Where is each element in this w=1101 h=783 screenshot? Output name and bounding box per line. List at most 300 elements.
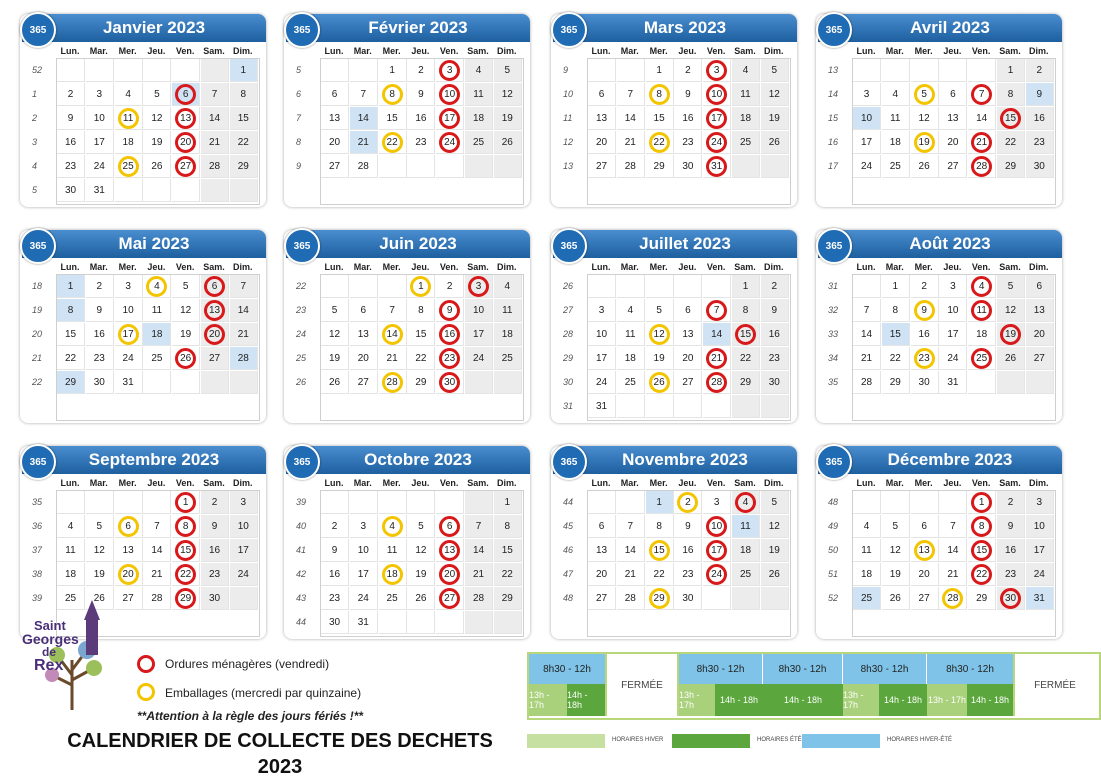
day-number: 18: [382, 564, 403, 585]
day-cell: 18: [882, 131, 910, 154]
week-number: 5: [32, 185, 38, 195]
day-cell: 12: [321, 323, 349, 346]
day-cell: 12: [494, 83, 522, 106]
day-cell: 7: [853, 299, 881, 322]
month-title: Janvier 2023: [102, 18, 206, 37]
day-cell: 9: [997, 515, 1025, 538]
day-header: Ven.: [971, 478, 991, 488]
day-cell: 5: [494, 59, 522, 82]
day-cell: 13: [939, 107, 967, 130]
day-cell: [968, 155, 996, 178]
week-number: 3: [32, 137, 38, 147]
day-header: Mer.: [382, 46, 401, 56]
day-number: 20: [204, 324, 225, 345]
page-year: 2023: [257, 756, 303, 778]
day-header: Sam.: [203, 262, 225, 272]
day-number: 27: [439, 588, 460, 609]
day-cell: [350, 275, 378, 298]
day-cell: 10: [350, 539, 378, 562]
day-cell: 16: [201, 539, 229, 562]
day-header: Lun.: [856, 478, 876, 488]
month-1: [284, 14, 530, 207]
day-number: 3: [706, 60, 727, 81]
day-header: Ven.: [175, 478, 195, 488]
day-number: 23: [914, 348, 935, 369]
day-cell: [617, 275, 645, 298]
sched-morning-3: 8h30 - 12h: [763, 654, 843, 684]
day-cell: [853, 59, 881, 82]
day-cell: [703, 275, 731, 298]
day-cell: 16: [86, 323, 114, 346]
day-cell: [379, 131, 407, 154]
month-header: [553, 446, 797, 474]
day-cell: 1: [57, 275, 85, 298]
day-cell: [172, 371, 200, 394]
day-cell: 29: [882, 371, 910, 394]
day-cell: [201, 179, 229, 202]
day-cell: 1: [732, 275, 760, 298]
day-header: Lun.: [591, 262, 611, 272]
day-cell: [674, 275, 702, 298]
day-number: 15: [649, 540, 670, 561]
day-cell: [379, 323, 407, 346]
day-cell: 31: [115, 371, 143, 394]
month-title: Juin 2023: [379, 234, 457, 253]
day-number: 20: [439, 564, 460, 585]
week-number: 26: [563, 281, 574, 291]
day-cell: 15: [57, 323, 85, 346]
day-cell: [968, 131, 996, 154]
day-number: 25: [971, 348, 992, 369]
day-header: Mer.: [118, 478, 137, 488]
day-cell: [115, 563, 143, 586]
day-cell: 15: [882, 323, 910, 346]
day-cell: 26: [407, 587, 435, 610]
day-number: 8: [175, 516, 196, 537]
day-header: Jeu.: [147, 46, 166, 56]
day-number: 3: [439, 60, 460, 81]
day-header: Mer.: [649, 46, 668, 56]
day-number: 4: [971, 276, 992, 297]
day-cell: 2: [86, 275, 114, 298]
day-cell: 28: [350, 155, 378, 178]
day-cell: 3: [939, 275, 967, 298]
sched-aft-summer-4: 14h - 18h: [879, 684, 927, 716]
day-cell: 3: [230, 491, 258, 514]
day-cell: [494, 371, 522, 394]
day-cell: 17: [86, 131, 114, 154]
day-cell: 19: [761, 539, 789, 562]
day-header: Dim.: [1029, 262, 1049, 272]
day-header: Mar.: [353, 46, 372, 56]
day-cell: 25: [732, 131, 760, 154]
day-number: 13: [175, 108, 196, 129]
day-cell: 5: [143, 83, 171, 106]
day-cell: [997, 323, 1025, 346]
week-number: 23: [296, 305, 307, 315]
day-cell: 21: [617, 563, 645, 586]
month-title: Septembre 2023: [88, 450, 220, 469]
day-cell: 12: [143, 107, 171, 130]
week-number: 24: [296, 329, 307, 339]
day-cell: [115, 491, 143, 514]
day-header: Lun.: [856, 262, 876, 272]
day-number: 31: [706, 156, 727, 177]
day-number: 21: [971, 132, 992, 153]
day-cell: 19: [172, 323, 200, 346]
day-number: 6: [439, 516, 460, 537]
month-title: Octobre 2023: [364, 450, 472, 469]
day-cell: 29: [57, 371, 85, 394]
day-header: Lun.: [60, 46, 80, 56]
key-winter-label: HORAIRES HIVER: [612, 737, 664, 743]
week-number: 34: [828, 353, 839, 363]
day-cell: 1: [646, 59, 674, 82]
day-cell: 31: [350, 611, 378, 634]
day-cell: 27: [911, 587, 939, 610]
day-cell: 27: [115, 587, 143, 610]
day-cell: [703, 515, 731, 538]
day-cell: 29: [968, 587, 996, 610]
day-header: Sam.: [203, 46, 225, 56]
day-cell: 9: [674, 83, 702, 106]
day-cell: [143, 275, 171, 298]
day-cell: [882, 59, 910, 82]
month-5: [284, 230, 530, 423]
day-cell: 29: [230, 155, 258, 178]
day-number: 23: [439, 348, 460, 369]
month-title: Février 2023: [368, 18, 468, 37]
sched-aft-summer-3: 14h - 18h: [763, 684, 843, 716]
day-cell: 21: [350, 131, 378, 154]
page-title: CALENDRIER DE COLLECTE DES DECHETS: [67, 730, 493, 752]
day-cell: 16: [997, 539, 1025, 562]
day-number: 28: [706, 372, 727, 393]
day-cell: [172, 131, 200, 154]
day-header: Mer.: [382, 478, 401, 488]
day-cell: 3: [588, 299, 616, 322]
day-cell: 22: [732, 347, 760, 370]
holiday-note: **Attention à la règle des jours fériés !**: [137, 709, 364, 723]
day-cell: [379, 275, 407, 298]
month-10: [551, 446, 797, 639]
day-number: 25: [118, 156, 139, 177]
day-header: Dim.: [497, 262, 517, 272]
day-cell: 20: [588, 563, 616, 586]
day-cell: 3: [703, 491, 731, 514]
day-cell: [968, 275, 996, 298]
day-cell: [172, 539, 200, 562]
day-number: 24: [439, 132, 460, 153]
day-cell: 4: [853, 515, 881, 538]
day-cell: 2: [57, 83, 85, 106]
day-cell: [115, 515, 143, 538]
day-cell: 5: [761, 491, 789, 514]
day-cell: 22: [407, 347, 435, 370]
week-number: 10: [563, 89, 574, 99]
day-cell: [732, 587, 760, 610]
day-cell: 2: [1026, 59, 1054, 82]
day-cell: 30: [57, 179, 85, 202]
day-cell: [732, 323, 760, 346]
day-cell: 19: [321, 347, 349, 370]
day-cell: 31: [939, 371, 967, 394]
day-cell: [703, 83, 731, 106]
day-cell: 1: [379, 59, 407, 82]
day-cell: 6: [588, 515, 616, 538]
day-number: 19: [914, 132, 935, 153]
red-circle-icon: [137, 655, 155, 673]
week-number: 16: [828, 137, 839, 147]
day-cell: [350, 491, 378, 514]
day-cell: [379, 515, 407, 538]
day-cell: [172, 179, 200, 202]
week-number: 6: [296, 89, 302, 99]
day-cell: [761, 155, 789, 178]
day-cell: [143, 371, 171, 394]
day-cell: 25: [853, 587, 881, 610]
day-cell: 18: [853, 563, 881, 586]
day-cell: 26: [494, 131, 522, 154]
day-cell: 18: [465, 107, 493, 130]
day-cell: 31: [588, 395, 616, 418]
day-number: 16: [439, 324, 460, 345]
day-cell: [115, 107, 143, 130]
day-header: Dim.: [764, 262, 784, 272]
day-cell: 26: [911, 155, 939, 178]
day-number: 12: [649, 324, 670, 345]
day-cell: 6: [911, 515, 939, 538]
day-number: 1: [175, 492, 196, 513]
day-number: 6: [175, 84, 196, 105]
day-cell: [911, 491, 939, 514]
day-cell: [379, 371, 407, 394]
day-cell: [436, 611, 464, 634]
day-header: Ven.: [439, 46, 459, 56]
day-header: Jeu.: [147, 262, 166, 272]
month-title: Novembre 2023: [622, 450, 748, 469]
day-cell: [939, 491, 967, 514]
day-cell: [703, 587, 731, 610]
day-header: Jeu.: [678, 46, 697, 56]
day-cell: 7: [939, 515, 967, 538]
day-cell: [436, 347, 464, 370]
day-cell: 11: [617, 323, 645, 346]
day-cell: 24: [350, 587, 378, 610]
day-cell: 22: [57, 347, 85, 370]
day-cell: 30: [911, 371, 939, 394]
week-number: 22: [296, 281, 307, 291]
day-cell: 28: [465, 587, 493, 610]
day-cell: [939, 59, 967, 82]
day-cell: 7: [143, 515, 171, 538]
week-number: 18: [32, 281, 43, 291]
day-number: 21: [706, 348, 727, 369]
day-cell: 30: [1026, 155, 1054, 178]
day-cell: 23: [86, 347, 114, 370]
day-cell: 15: [646, 107, 674, 130]
day-cell: [436, 131, 464, 154]
day-header: Lun.: [60, 478, 80, 488]
sched-aft-winter-1: 13h - 17h: [529, 684, 567, 716]
day-header: Ven.: [706, 46, 726, 56]
day-cell: 10: [230, 515, 258, 538]
month-title: Avril 2023: [910, 18, 990, 37]
day-cell: 7: [379, 299, 407, 322]
day-cell: [201, 299, 229, 322]
day-cell: [86, 59, 114, 82]
day-cell: 6: [674, 299, 702, 322]
day-cell: [997, 371, 1025, 394]
day-cell: [172, 59, 200, 82]
badge-365-icon: 365: [284, 228, 320, 264]
day-cell: 18: [115, 131, 143, 154]
day-cell: 23: [1026, 131, 1054, 154]
day-number: 26: [649, 372, 670, 393]
key-winter-swatch: [527, 734, 605, 748]
day-cell: [321, 59, 349, 82]
day-cell: 9: [86, 299, 114, 322]
day-cell: 13: [588, 539, 616, 562]
day-number: 8: [649, 84, 670, 105]
day-cell: [57, 59, 85, 82]
day-cell: [997, 587, 1025, 610]
day-cell: [172, 107, 200, 130]
day-cell: [201, 323, 229, 346]
day-cell: 17: [350, 563, 378, 586]
day-cell: 12: [172, 299, 200, 322]
day-cell: 18: [968, 323, 996, 346]
day-cell: 17: [1026, 539, 1054, 562]
day-cell: [465, 155, 493, 178]
day-cell: [172, 587, 200, 610]
day-cell: [379, 563, 407, 586]
day-cell: 10: [853, 107, 881, 130]
day-cell: 29: [407, 371, 435, 394]
day-header: Mar.: [89, 478, 108, 488]
day-cell: [646, 395, 674, 418]
sched-aft-summer-5: 14h - 18h: [967, 684, 1013, 716]
day-cell: 30: [321, 611, 349, 634]
day-cell: [436, 59, 464, 82]
day-header: Dim.: [233, 478, 253, 488]
day-number: 11: [118, 108, 139, 129]
day-cell: 2: [436, 275, 464, 298]
day-cell: 16: [911, 323, 939, 346]
day-header: Ven.: [175, 46, 195, 56]
day-cell: 6: [350, 299, 378, 322]
day-cell: 28: [143, 587, 171, 610]
day-cell: [646, 371, 674, 394]
day-header: Jeu.: [147, 478, 166, 488]
day-cell: [436, 539, 464, 562]
day-cell: 11: [732, 83, 760, 106]
week-number: 41: [296, 545, 307, 555]
day-cell: 19: [407, 563, 435, 586]
day-header: Lun.: [60, 262, 80, 272]
week-number: 20: [32, 329, 43, 339]
day-cell: [379, 611, 407, 634]
day-cell: [201, 371, 229, 394]
week-number: 39: [32, 593, 43, 603]
day-header: Lun.: [324, 46, 344, 56]
day-cell: [379, 155, 407, 178]
day-header: Sam.: [467, 478, 489, 488]
day-cell: [703, 59, 731, 82]
week-number: 15: [828, 113, 839, 123]
day-cell: 1: [882, 275, 910, 298]
day-number: 15: [1000, 108, 1021, 129]
day-cell: 9: [57, 107, 85, 130]
day-cell: 23: [997, 563, 1025, 586]
day-number: 30: [1000, 588, 1021, 609]
badge-365-icon: 365: [20, 444, 56, 480]
day-cell: 27: [939, 155, 967, 178]
week-number: 29: [563, 353, 574, 363]
month-header: [553, 230, 797, 258]
day-cell: 23: [201, 563, 229, 586]
month-title: Mai 2023: [118, 234, 190, 253]
day-number: 17: [118, 324, 139, 345]
week-number: 47: [563, 569, 574, 579]
day-cell: [617, 395, 645, 418]
day-cell: 27: [588, 587, 616, 610]
day-cell: 16: [1026, 107, 1054, 130]
week-number: 12: [563, 137, 574, 147]
day-cell: 23: [761, 347, 789, 370]
day-cell: [379, 491, 407, 514]
day-cell: 21: [939, 563, 967, 586]
day-cell: 10: [115, 299, 143, 322]
day-cell: [646, 83, 674, 106]
day-cell: 27: [350, 371, 378, 394]
day-cell: [703, 395, 731, 418]
month-4: [20, 230, 266, 423]
day-cell: 22: [997, 131, 1025, 154]
month-header: [22, 230, 266, 258]
day-cell: 20: [350, 347, 378, 370]
day-cell: [172, 563, 200, 586]
day-cell: 27: [588, 155, 616, 178]
day-cell: 26: [997, 347, 1025, 370]
day-cell: [436, 323, 464, 346]
day-cell: 11: [732, 515, 760, 538]
day-cell: 24: [588, 371, 616, 394]
day-header: Dim.: [233, 262, 253, 272]
day-number: 9: [914, 300, 935, 321]
badge-365-icon: 365: [816, 228, 852, 264]
day-cell: 22: [882, 347, 910, 370]
day-number: 26: [175, 348, 196, 369]
day-cell: 29: [646, 155, 674, 178]
day-number: 8: [971, 516, 992, 537]
day-cell: 5: [761, 59, 789, 82]
day-cell: 11: [143, 299, 171, 322]
week-number: 39: [296, 497, 307, 507]
day-cell: [703, 563, 731, 586]
day-cell: 30: [86, 371, 114, 394]
day-header: Dim.: [1029, 46, 1049, 56]
day-cell: 14: [201, 107, 229, 130]
week-number: 44: [296, 617, 307, 627]
week-number: 21: [32, 353, 43, 363]
day-cell: 1: [230, 59, 258, 82]
day-cell: 31: [1026, 587, 1054, 610]
day-cell: 8: [646, 515, 674, 538]
day-cell: [436, 299, 464, 322]
month-header: [22, 446, 266, 474]
day-cell: [407, 155, 435, 178]
